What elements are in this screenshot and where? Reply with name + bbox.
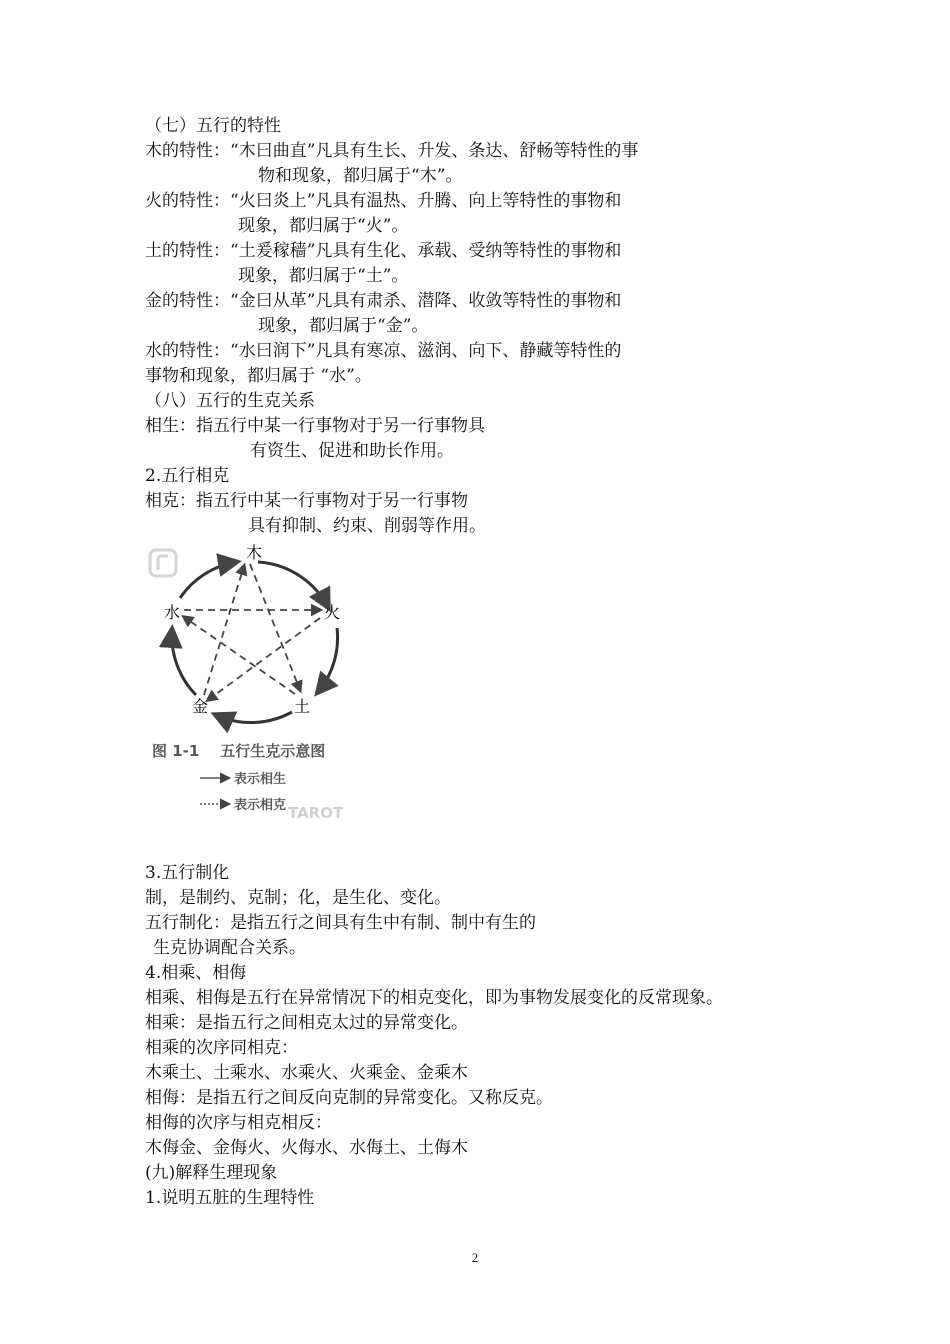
chengwu-line1: 相乘、相侮是五行在异常情况下的相克变化，即为事物发展变化的反常现象。 [145,988,723,1008]
node-metal: 金 [192,697,209,716]
earth-property-line1: 土的特性：“土爰稼穑”凡具有生化、承载、受纳等特性的事物和 [145,241,622,261]
metal-property-line1: 金的特性：“金曰从革”凡具有肃杀、潜降、收敛等特性的事物和 [145,291,622,311]
wood-property-line1: 木的特性：“木曰曲直”凡具有生长、升发、条达、舒畅等特性的事 [145,141,639,161]
arc-earth-to-metal [216,712,292,723]
node-water: 水 [164,603,181,622]
fire-property-line1: 火的特性：“火曰炎上”凡具有温热、升腾、向上等特性的事物和 [145,191,622,211]
metal-property-line2: 现象，都归属于“金”。 [258,316,429,336]
ke-definition-line1: 相克：指五行中某一行事物对于另一行事物 [145,491,468,511]
zhihua-line2: 五行制化：是指五行之间具有生中有制、制中有生的 [145,913,536,933]
ke-title: 2.五行相克 [145,466,230,486]
node-earth: 土 [294,697,311,716]
wu-order: 木侮金、金侮火、火侮水、水侮土、土侮木 [145,1138,468,1158]
wu-definition: 相侮：是指五行之间反向克制的异常变化。又称反克。 [145,1088,553,1108]
legend-ke-label: 表示相克 [234,798,287,813]
ke-cycle-arrows [184,564,320,700]
section-9-title: (九)解释生理现象 [145,1163,278,1183]
arc-wood-to-fire [258,562,328,607]
zhihua-line3: 生克协调配合关系。 [153,938,306,958]
zhihua-title: 3.五行制化 [145,863,230,883]
arc-metal-to-water [172,630,196,695]
ke-definition-line2: 具有抑制、约束、削弱等作用。 [248,516,486,536]
watermark-logo-icon [150,550,176,576]
watermark-text: TAROT [288,804,344,822]
legend-sheng [200,771,286,787]
chengwu-title: 4.相乘、相侮 [145,963,247,983]
node-fire: 火 [324,603,341,622]
fire-property-line2: 现象，都归属于“火”。 [238,216,409,236]
dash-wood-to-earth [250,564,300,690]
cheng-order: 木乘土、土乘水、水乘火、火乘金、金乘木 [145,1063,468,1083]
legend-ke [200,797,286,813]
zhihua-line1: 制，是制约、克制；化，是生化、变化。 [145,888,451,908]
wu-order-label: 相侮的次序与相克相反： [145,1113,332,1133]
page-number: 2 [471,1250,479,1265]
arc-fire-to-earth [318,628,338,692]
wood-property-line2: 物和现象，都归属于“木”。 [258,166,463,186]
water-property-line2: 事物和现象，都归属于 “水”。 [145,366,372,386]
dash-metal-to-wood [204,566,244,695]
dash-fire-to-metal [208,618,320,700]
sheng-definition-line2: 有资生、促进和助长作用。 [250,441,454,461]
node-wood: 木 [246,543,263,562]
section-7-title: （七）五行的特性 [145,116,281,136]
section-9-line1: 1.说明五脏的生理特性 [145,1188,315,1208]
water-property-line1: 水的特性：“水曰润下”凡具有寒凉、滋润、向下、静藏等特性的 [145,341,622,361]
section-8-title: （八）五行的生克关系 [145,391,315,411]
cheng-order-label: 相乘的次序同相克： [145,1038,298,1058]
earth-property-line2: 现象，都归属于“土”。 [238,266,409,286]
wuxing-diagram [140,540,370,830]
cheng-definition: 相乘：是指五行之间相克太过的异常变化。 [145,1013,468,1033]
sheng-definition-line1: 相生：指五行中某一行事物对于另一行事物具 [145,416,485,436]
arc-water-to-wood [180,562,236,598]
figure-caption: 图 1-1 五行生克示意图 [152,742,326,760]
dash-earth-to-water [184,617,295,694]
legend-sheng-label: 表示相生 [234,772,287,787]
